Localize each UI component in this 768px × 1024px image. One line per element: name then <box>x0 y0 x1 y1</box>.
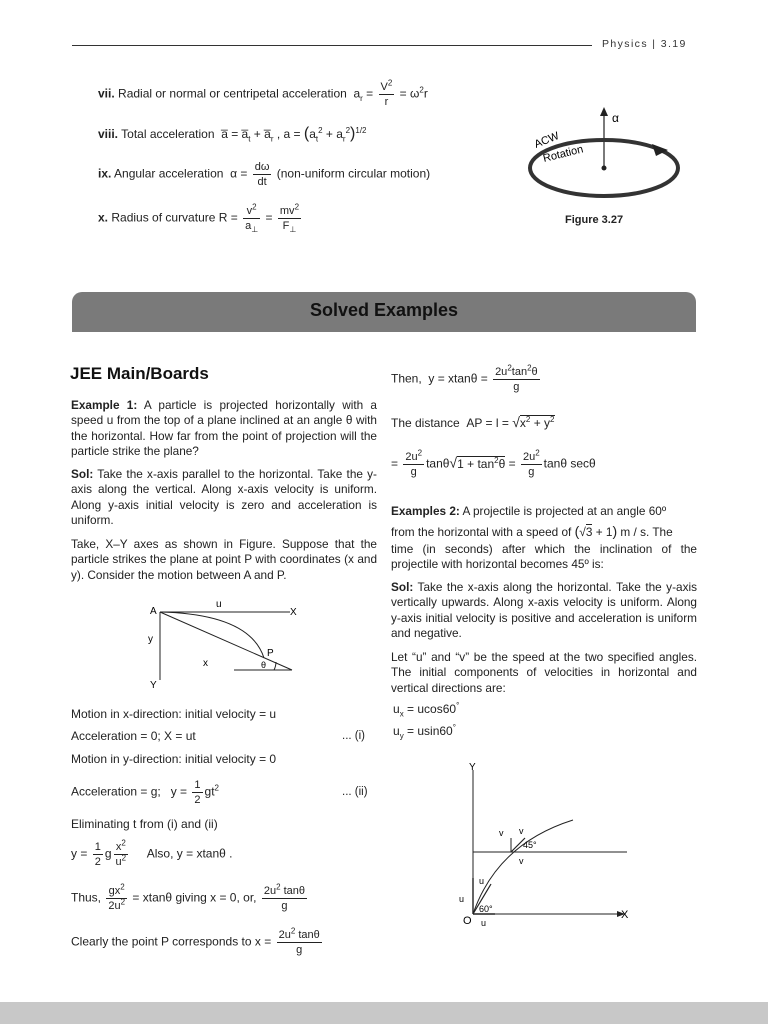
example1-take: Take, X–Y axes as shown in Figure. Suppose that the particle strikes the plane at point P with coordinates (x and y). Consider the motion between A and P. <box>71 537 377 582</box>
acw-label: ACW <box>532 130 561 151</box>
label-45deg: 45° <box>523 840 537 850</box>
rotation-label: Rotation <box>541 143 585 165</box>
then-line: Then, y = xtanθ = $\frac{2u^2\tan^2\theta}{g}$ <box>391 363 538 393</box>
incline-line <box>160 612 292 670</box>
example2-line1: Examples 2: A projectile is projected at an angle 60º <box>391 504 667 518</box>
formula-viii: viii. Total acceleration a̅ = $a̅_t$ + $a̅_r$ , $a = (a_t^2 + a_r^2)^{1/2}$ <box>98 125 367 144</box>
formula-ix: ix. Angular acceleration α = $\frac{d\omega}{dt}$ (non-uniform circular motion) <box>98 161 431 188</box>
label-u: u <box>216 599 222 610</box>
label-Y: Y <box>150 680 157 691</box>
projectile-figure <box>455 760 635 932</box>
alpha-arrowhead <box>600 107 608 116</box>
label-vy: v <box>499 828 504 838</box>
example1-question: Example 1: A particle is projected horizontally with a speed u from the top of a plane inclined at an angle θ with the horizontal. How far from the point of projection will the particle strike the plane? <box>71 398 377 459</box>
footer-band <box>0 1002 768 1024</box>
uy-equation: $u_y = usin60^\circ$ <box>393 723 456 741</box>
ux-equation: $u_x = ucos60^\circ$ <box>393 701 460 719</box>
clearly-line: Clearly the point P corresponds to x = $\frac{2u^2 \tan\theta}{g}$ <box>71 926 320 956</box>
example2-solution: Sol: Take the x-axis along the horizontal. Take the y-axis vertically upwards. Along x-axis velocity is uniform. Along y-axis initial velocity is positive and acceleration is uniform and negative. <box>391 580 697 641</box>
ref-i: ... (i) <box>342 730 365 742</box>
label-vx: v <box>519 856 524 866</box>
theta-arc <box>274 662 276 670</box>
ap-expression: = $\frac{2u^2}{g}$ $\tan\theta√1 + \tan^2\theta$ = $\frac{2u^2}{g}$ tanθ secθ <box>391 448 596 478</box>
label-X: X <box>621 909 629 921</box>
label-x: x <box>203 658 208 669</box>
formula-vii: vii. Radial or normal or centripetal acceleration $a_r$ = $\frac{V^2}{r}$ = $\omega^2r$ <box>98 78 428 108</box>
label-P: P <box>267 648 274 659</box>
label-y: y <box>148 634 153 645</box>
label-Y: Y <box>469 762 476 773</box>
label-O: O <box>463 915 472 927</box>
label-uy: u <box>481 918 487 928</box>
banner-title: Solved Examples <box>309 300 459 320</box>
label-60deg: 60° <box>479 904 493 914</box>
center-point <box>602 166 607 171</box>
label-A: A <box>150 606 157 617</box>
incline-figure <box>140 596 310 692</box>
thus-line: Thus, $\frac{gx^2}{2u^2}$ = xtanθ giving x = 0, or, $\frac{2u^2 \tan\theta}{g}$ <box>71 882 305 912</box>
accel-y-line: Acceleration = g; y = $\frac{1}{2}$ $gt^2$ <box>71 779 219 806</box>
example2-line2: from the horizontal with a speed of (√3 + 1) m / s. The <box>391 523 673 539</box>
ref-ii: ... (ii) <box>342 786 368 798</box>
header-rule <box>72 45 592 46</box>
example1-solution: Sol: Take the x-axis parallel to the horizontal. Take the y-axis along the vertical. Along x-axis velocity is uniform. Along y-axis initial velocity is zero and acceleration is uniform. <box>71 467 377 528</box>
figure-caption: Figure 3.27 <box>565 214 624 226</box>
y-equation: y = $\frac{1}{2}$ g $\frac{x^2}{u^2}$ Also, y = xtanθ . <box>71 838 233 868</box>
label-ux: u <box>459 894 465 904</box>
distance-line: The distance AP = $l = √x^2 + y^2$ <box>391 414 555 430</box>
label-X: X <box>290 607 297 618</box>
label-v: v <box>519 826 524 836</box>
label-theta: θ <box>261 660 267 670</box>
rotation-figure <box>520 100 700 220</box>
accel-x-line: Acceleration = 0; X = ut <box>71 729 196 743</box>
running-head: Physics | 3.19 <box>602 38 687 50</box>
label-u: u <box>479 876 485 886</box>
example2-text: time (in seconds) after which the inclination of the projectile with horizontal becomes 45º is: <box>391 542 697 572</box>
formula-x: x. Radius of curvature R = $\frac{v^2}{a_\perp}$ = $\frac{mv^2}{F_\perp}$ <box>98 202 300 235</box>
section-heading: JEE Main/Boards <box>70 364 209 383</box>
motion-y-line: Motion in y-direction: initial velocity = 0 <box>71 752 277 766</box>
example2-let: Let “u” and “v” be the speed at the two specified angles. The initial components of velocities in horizontal and vertical directions are: <box>391 650 697 695</box>
eliminating-line: Eliminating t from (i) and (ii) <box>71 817 218 831</box>
alpha-label: α <box>612 111 619 125</box>
motion-x-line: Motion in x-direction: initial velocity = u <box>71 707 277 721</box>
